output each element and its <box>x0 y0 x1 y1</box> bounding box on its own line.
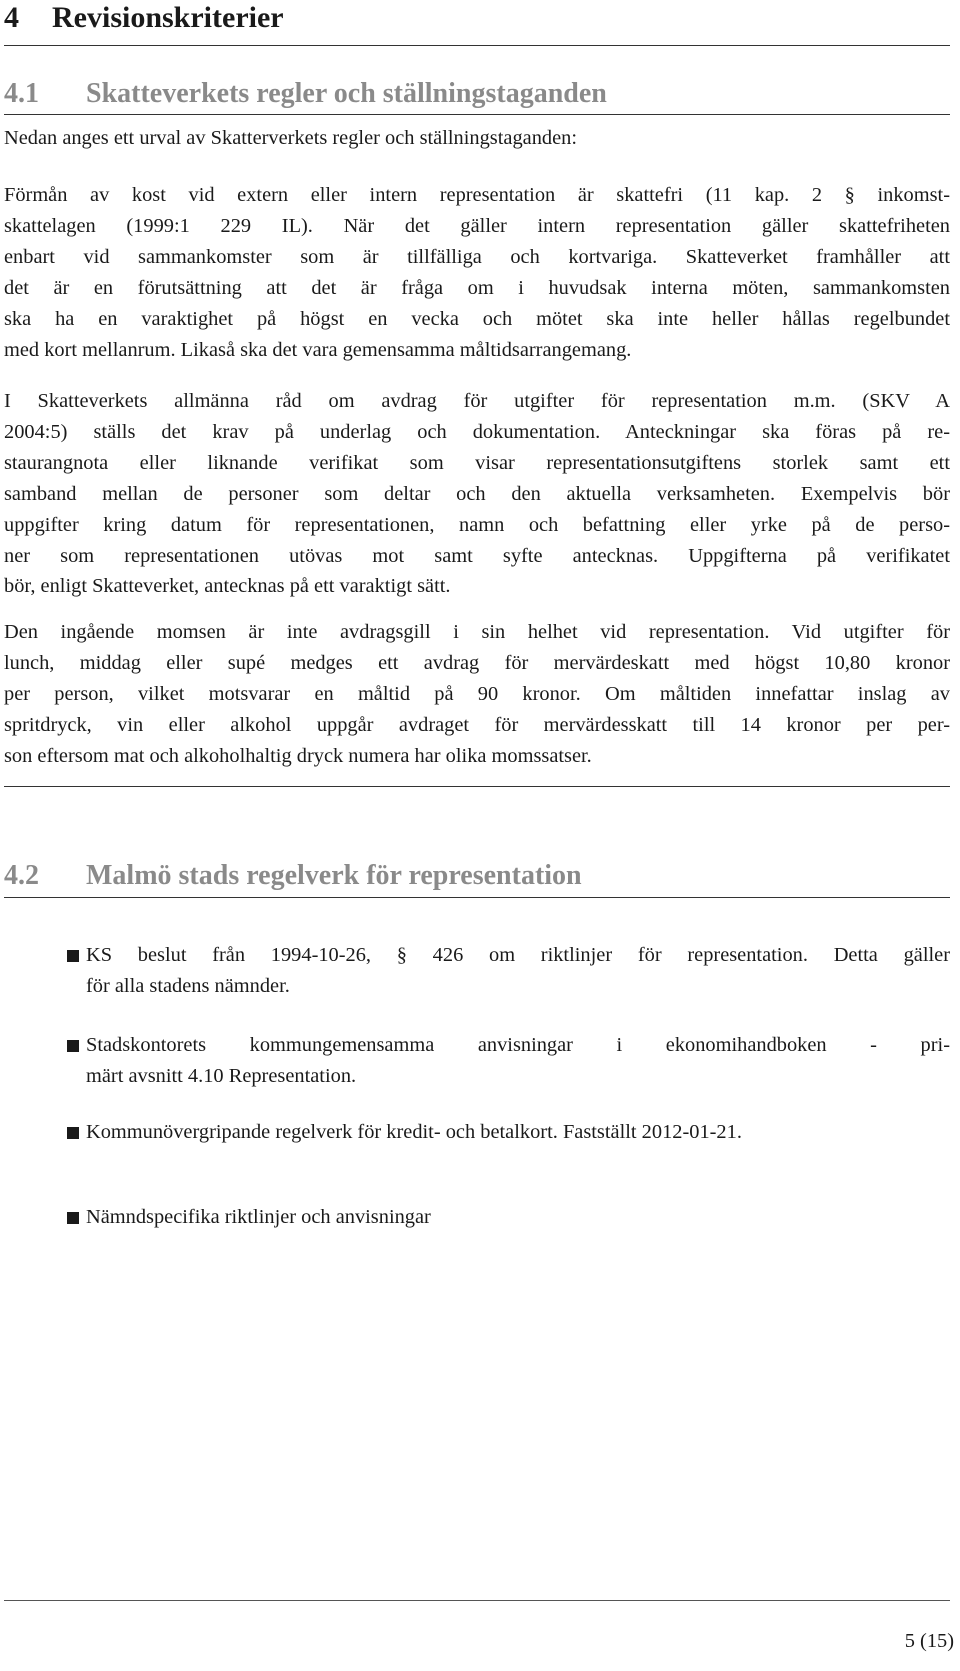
section-title: Malmö stads regelverk för representation <box>86 860 582 891</box>
list-item: Stadskontorets kommungemensamma anvisningar i ekonomihandboken - pri- märt avsnitt 4.10 Representation. <box>86 1034 950 1087</box>
intro-paragraph: Nedan anges ett urval av Skatterverkets regler och ställningstaganden: <box>4 127 577 149</box>
list-item: Kommunövergripande regelverk för kredit- och betalkort. Fastställt 2012-01-21. <box>86 1121 742 1143</box>
footer-rule <box>4 1600 950 1601</box>
section-number: 4.2 <box>4 860 39 891</box>
paragraph-general-advice: I Skatteverkets allmänna råd om avdrag för utgifter för representation m.m. (SKV A 2004:5) ställs det krav på underlag och dokumentation. Anteckningar ska föras på re- staurangnota eller liknande verifikat som visar representationsutgiftens storlek samt ett samband mellan de personer som deltar och den aktuella verksamheten. Exempelvis bör uppgifter kring datum för representationen, namn och befattning eller yrke på de perso- ner som representationen utövas mot samt syfte antecknas. Uppgifterna på verifikatet bör, enligt Skatteverket, antecknas på ett varaktigt sätt. <box>4 390 950 598</box>
chapter-heading <box>4 0 284 36</box>
paragraph-tax-exemption: Förmån av kost vid extern eller intern representation är skattefri (11 kap. 2 § inkomst- skattelagen (1999:1 229 IL). När det gäller intern representation gäller skattefriheten enbart vid sammankomster som är tillfälliga och kortvariga. Skatteverket framhåller att det är en förutsättning att det är fråga om i huvudsak interna möten, sammankomsten ska ha en varaktighet på högst en vecka och mötet ska inte heller hållas regelbundet med kort mellanrum. Likaså ska det vara gemensamma måltidsarrangemang. <box>4 184 950 361</box>
bullet-marker <box>67 1127 79 1139</box>
section-heading-4-2 <box>4 859 582 893</box>
bullet-marker <box>67 950 79 962</box>
chapter-number: 4 <box>4 1 19 34</box>
bullet-marker <box>67 1212 79 1224</box>
paragraph-vat: Den ingående momsen är inte avdragsgill i sin helhet vid representation. Vid utgifter för lunch, middag eller supé medges ett avdrag för mervärdeskatt med högst 10,80 kronor per person, vilket motsvarar en måltid på 90 kronor. Om måltiden innefattar inslag av spritdryck, vin eller alkohol uppgår avdraget för mervärdesskatt till 14 kronor per per- son eftersom mat och alkoholhaltig dryck numera har olika momssatser. <box>4 621 950 767</box>
section-rule-top-1 <box>4 45 950 46</box>
section-rule-top-2 <box>4 786 950 787</box>
list-item: Nämndspecifika riktlinjer och anvisningar <box>86 1206 431 1228</box>
bullet-marker <box>67 1040 79 1052</box>
section-heading-4-1 <box>4 77 607 111</box>
section-number: 4.1 <box>4 78 39 109</box>
chapter-title: Revisionskriterier <box>52 1 284 34</box>
list-item: KS beslut från 1994-10-26, § 426 om riktlinjer för representation. Detta gäller för alla stadens nämnder. <box>86 944 950 997</box>
section-title: Skatteverkets regler och ställningstaganden <box>86 78 607 109</box>
section-rule-bottom-2 <box>4 897 950 898</box>
section-rule-bottom-1 <box>4 114 950 115</box>
page-number: 5 (15) <box>904 1630 954 1652</box>
